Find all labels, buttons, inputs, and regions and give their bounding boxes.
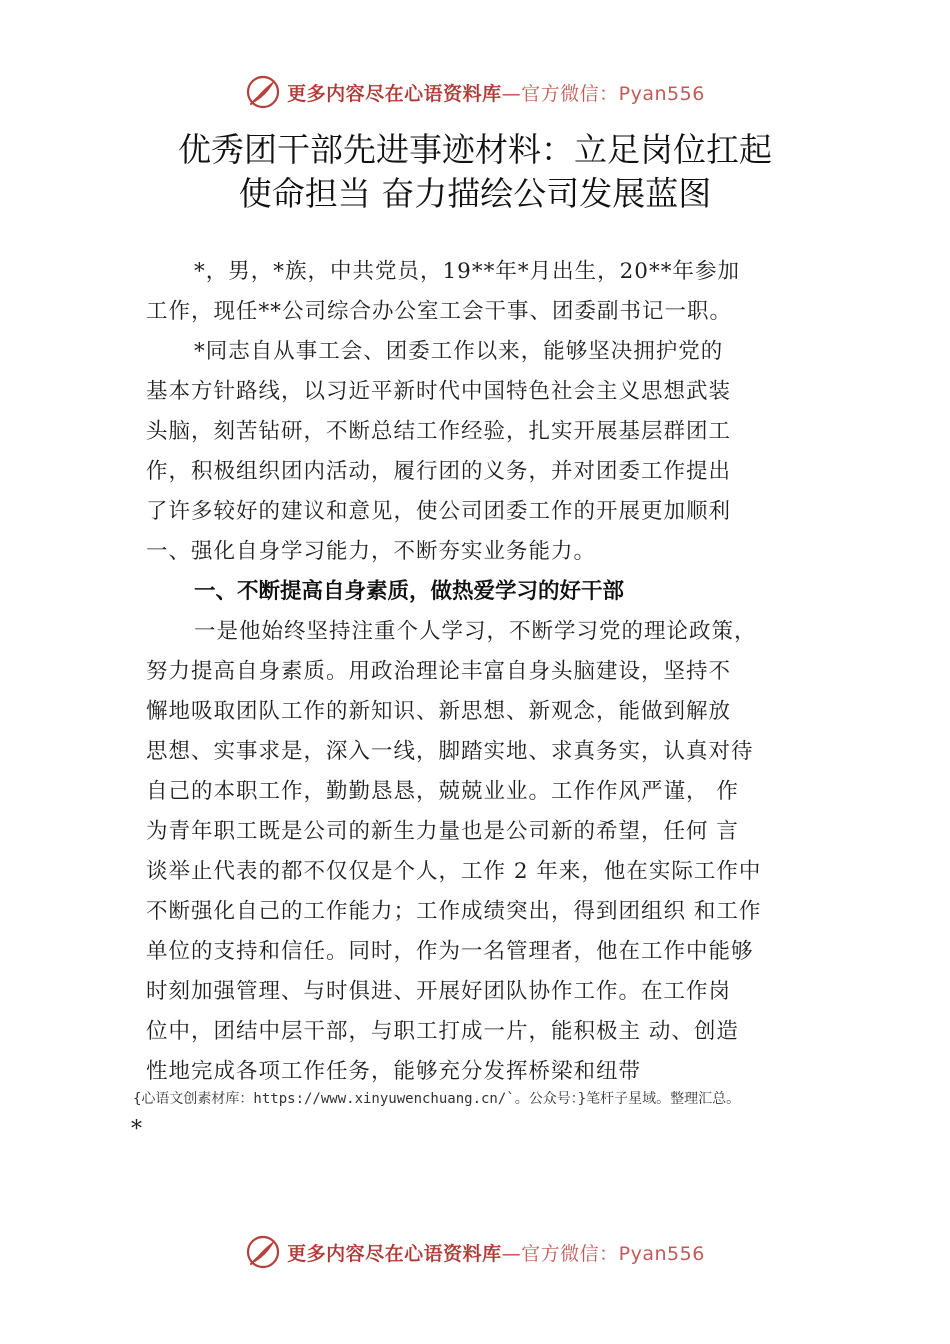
section-line: 不断强化自己的工作能力；工作成绩突出，得到团组织 和工作: [146, 899, 762, 924]
title-line-1: 优秀团干部先进事迹材料：立足岗位扛起: [178, 130, 772, 169]
document-body: [146, 252, 836, 1092]
title-line-2: 使命担当 奋力描绘公司发展蓝图: [238, 174, 712, 213]
body-line: 基本方针路线，以习近平新时代中国特色社会主义思想武装: [146, 379, 732, 404]
banner-text: [287, 1239, 705, 1266]
quill-pen-logo-icon: [245, 1234, 281, 1270]
banner-separator: —: [501, 82, 522, 105]
body-line: 头脑，刻苦钻研，不断总结工作经验，扎实开展基层群团工: [146, 419, 732, 444]
section-line: 懈地吸取团队工作的新知识、新思想、新观念，能做到解放: [146, 699, 732, 724]
section-line: 谈举止代表的都不仅仅是个人，工作 2 年来，他在实际工作中: [146, 859, 762, 884]
section-line: 思想、实事求是，深入一线，脚踏实地、求真务实，认真对待: [146, 739, 754, 764]
body-line: 作，积极组织团内活动，履行团的义务，并对团委工作提出: [146, 459, 732, 484]
section-line: 为青年职工既是公司的新生力量也是公司新的希望，任何 言: [146, 819, 739, 844]
quill-pen-logo-icon: [245, 74, 281, 110]
document-title: [0, 128, 950, 216]
section-heading: 一、不断提高自身素质，做热爱学习的好干部: [194, 579, 625, 604]
banner-separator: —: [501, 1242, 522, 1265]
body-line: 一、强化自身学习能力，不断夯实业务能力。: [146, 539, 597, 564]
banner-wechat: 官方微信：Pyan556: [521, 82, 705, 105]
header-banner: [0, 72, 950, 112]
source-footnote: {心语文创素材库：https://www.xinyuwenchuang.cn/`。公众号：}笔杆子星域。整理汇总。: [133, 1091, 741, 1107]
section-line: 性地完成各项工作任务，能够充分发挥桥梁和纽带: [146, 1059, 642, 1084]
section-line: 一是他始终坚持注重个人学习，不断学习党的理论政策，: [194, 619, 757, 644]
body-line: *同志自从事工会、团委工作以来，能够坚决拥护党的: [194, 339, 724, 364]
section-line: 努力提高自身素质。用政治理论丰富自身头脑建设，坚持不: [146, 659, 732, 684]
banner-brand: 更多内容尽在心语资料库: [287, 82, 502, 105]
section-line: 位中，团结中层干部，与职工打成一片，能积极主 动、创造: [146, 1019, 739, 1044]
trailing-star: *: [131, 1117, 142, 1142]
banner-brand: 更多内容尽在心语资料库: [287, 1242, 502, 1265]
banner-wechat: 官方微信：Pyan556: [521, 1242, 705, 1265]
banner-text: [287, 79, 705, 106]
section-line: 单位的支持和信任。同时，作为一名管理者，他在工作中能够: [146, 939, 754, 964]
section-line: 时刻加强管理、与时俱进、开展好团队协作工作。在工作岗: [146, 979, 732, 1004]
body-line: 工作，现任**公司综合办公室工会干事、团委副书记一职。: [146, 299, 733, 324]
body-line: *，男，*族，中共党员，19**年*月出生，20**年参加: [194, 259, 740, 284]
body-line: 了许多较好的建议和意见，使公司团委工作的开展更加顺利: [146, 499, 732, 524]
footer-banner: [0, 1232, 950, 1272]
section-line: 自己的本职工作，勤勤恳恳，兢兢业业。工作作风严谨， 作: [146, 779, 739, 804]
